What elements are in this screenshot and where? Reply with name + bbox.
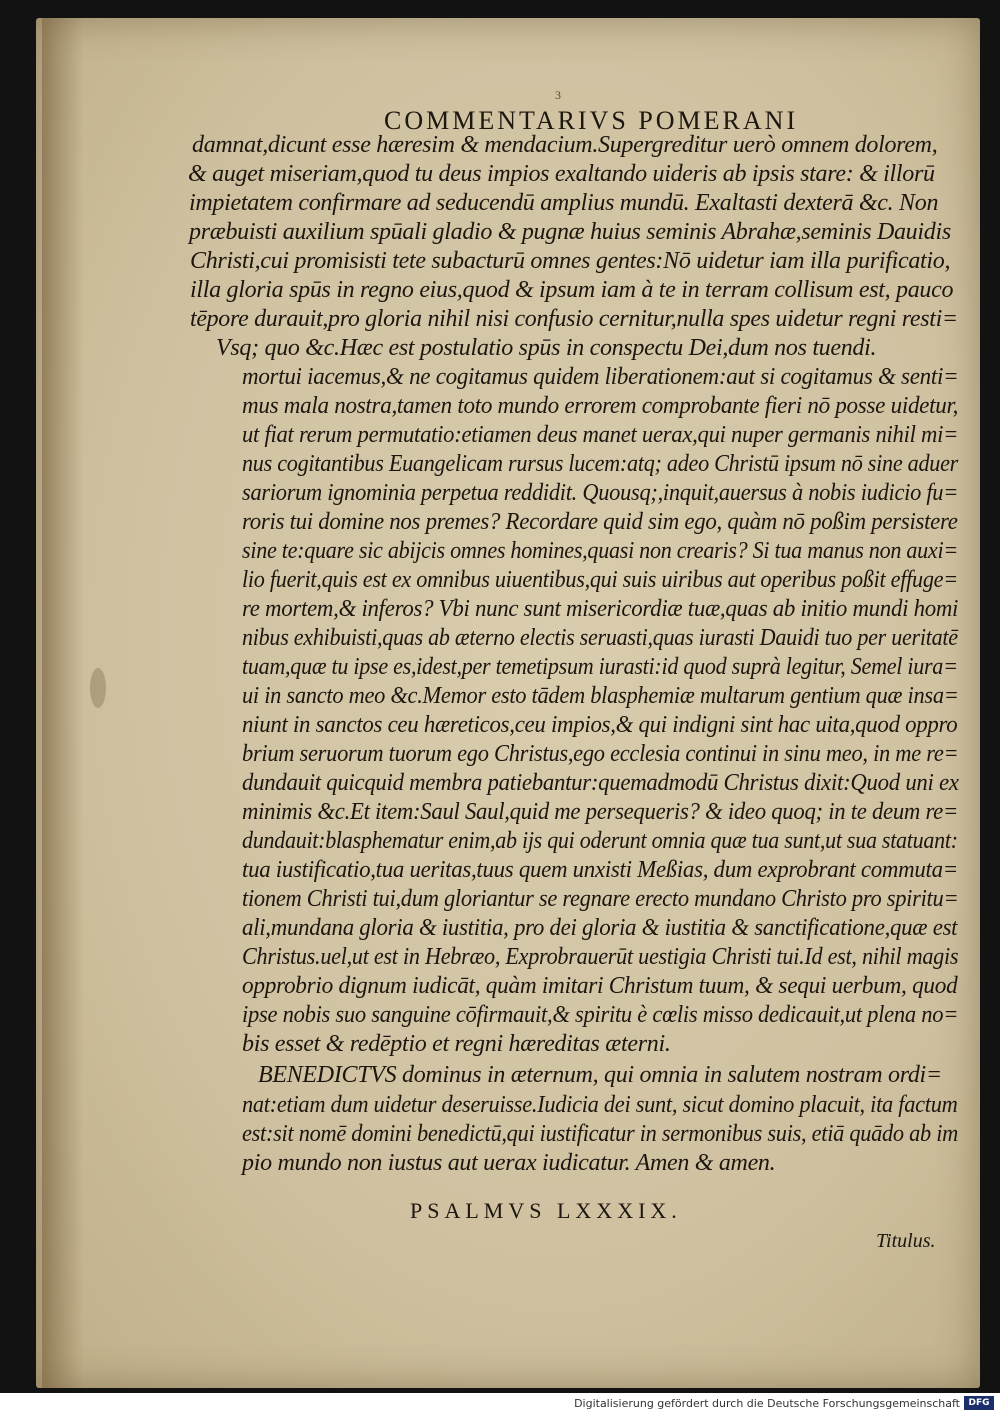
text-line: illa gloria spūs in regno eius,quod & ipsum iam à te in terram collisum est, pauco <box>190 277 954 303</box>
text-line: sariorum ignominia perpetua reddidit. Quousq;,inquit,auersus à nobis iudicio fu= <box>242 480 959 506</box>
text-line: Christus.uel,ut est in Hebræo, Exprobrauerūt uestigia Christi tui.Id est, nihil magis <box>242 944 959 970</box>
text-line: BENEDICTVS dominus in æternum, qui omnia in salutem nostram ordi= <box>258 1062 942 1088</box>
text-line: ali,mundana gloria & iustitia, pro dei gloria & iustitia & sanctificatione,quæ est <box>242 915 958 941</box>
text-line: mortui iacemus,& ne cogitamus quidem liberationem:aut si cogitamus & senti= <box>242 364 959 390</box>
page-stain <box>90 668 106 708</box>
text-line: tionem Christi tui,dum gloriantur se regnare erecto mundano Christo pro spiritu= <box>242 886 959 912</box>
text-line: nibus exhibuisti,quas ab æterno electis seruasti,quas iurasti Dauidi tuo per ueritatē <box>242 625 958 651</box>
text-line: brium seruorum tuorum ego Christus,ego ecclesia continui in sinu meo, in me re= <box>242 741 959 767</box>
text-line: minimis &c.Et item:Saul Saul,quid me persequeris? & ideo quoq; in te deum re= <box>242 799 959 825</box>
text-line: opprobrio dignum iudicāt, quàm imitari Christum tuum, & sequi uerbum, quod <box>242 973 958 999</box>
text-line: pio mundo non iustus aut uerax iudicatur. Amen & amen. <box>242 1150 776 1176</box>
text-line: re mortem,& inferos? Vbi nunc sunt misericordiæ tuæ,quas ab initio mundi homi <box>242 596 959 622</box>
text-line: lio fuerit,quis est ex omnibus uiuentibus,qui suis uiribus aut operibus poßit effuge= <box>242 567 958 593</box>
text-line: est:sit nomē domini benedictū,qui iustificatur in sermonibus suis, etiā quādo ab im <box>242 1121 958 1147</box>
text-line: Christi,cui promisisti tete subacturū omnes gentes:Nō uidetur iam illa purificatio, <box>190 248 951 274</box>
text-line: tēpore durauit,pro gloria nihil nisi confusio cernitur,nulla spes uidetur regni resti= <box>190 306 958 332</box>
dfg-logo: DFG <box>964 1396 994 1410</box>
text-line: ui in sancto meo &c.Memor esto tādem blasphemiæ multarum gentium quæ insa= <box>242 683 959 709</box>
running-head: COMMENTARIVS POMERANI <box>384 106 799 135</box>
text-line: dundauit quicquid membra patiebantur:quemadmodū Christus dixit:Quod uni ex <box>242 770 959 796</box>
psalm-heading: PSALMVS LXXXIX. <box>410 1198 682 1223</box>
text-line: mus mala nostra,tamen toto mundo errorem comprobante fieri nō posse uidetur, <box>242 393 959 419</box>
text-line: sine te:quare sic abijcis omnes homines,quasi non crearis? Si tua manus non auxi= <box>242 538 958 564</box>
text-line: ut fiat rerum permutatio:etiamen deus manet uerax,qui nuper germanis nihil mi= <box>242 422 959 448</box>
folio-mark: 3 <box>555 88 561 102</box>
text-line: & auget miseriam,quod tu deus impios exaltando uideris ab ipsis stare: & illorū <box>188 161 935 187</box>
text-line: nat:etiam dum uidetur deseruisse.Iudicia dei sunt, sicut domino placuit, ita factum <box>242 1092 958 1118</box>
text-line: damnat,dicunt esse hæresim & mendacium.Supergreditur uerò omnem dolorem, <box>192 132 938 158</box>
catchword: Titulus. <box>876 1230 936 1252</box>
digitization-credit: Digitalisierung gefördert durch die Deutsche Forschungsgemeinschaft <box>574 1397 960 1410</box>
text-line: tuam,quæ tu ipse es,idest,per temetipsum iurasti:id quod suprà legitur, Semel iura= <box>242 654 958 680</box>
text-line: nus cogitantibus Euangelicam rursus lucem:atq; adeo Christū ipsum nō sine aduer <box>242 451 959 477</box>
text-line: bis esset & redēptio et regni hæreditas æterni. <box>242 1031 671 1057</box>
text-line: tua iustificatio,tua ueritas,tuus quem unxisti Meßias, dum exprobrant commuta= <box>242 857 958 883</box>
text-line: præbuisti auxilium spūali gladio & pugnæ huius seminis Abrahæ,seminis Dauidis <box>189 219 951 245</box>
text-line: impietatem confirmare ad seducendū amplius mundū. Exaltasti dexterā &c. Non <box>189 190 939 216</box>
text-line: Vsq; quo &c.Hæc est postulatio spūs in conspectu Dei,dum nos tuendi. <box>216 335 877 361</box>
text-line: ipse nobis suo sanguine cōfirmauit,& spiritu è cœlis misso dedicauit,ut plena no= <box>242 1002 959 1028</box>
text-line: dundauit:blasphematur enim,ab ijs qui oderunt omnia quæ tua sunt,ut sua statuant: <box>242 828 958 854</box>
text-line: niunt in sanctos ceu hæreticos,ceu impios,& qui indigni sint hac uita,quod oppro <box>242 712 958 738</box>
page-gutter-shadow <box>42 18 84 1388</box>
text-line: roris tui domine nos premes? Recordare quid sim ego, quàm nō poßim persistere <box>242 509 958 535</box>
